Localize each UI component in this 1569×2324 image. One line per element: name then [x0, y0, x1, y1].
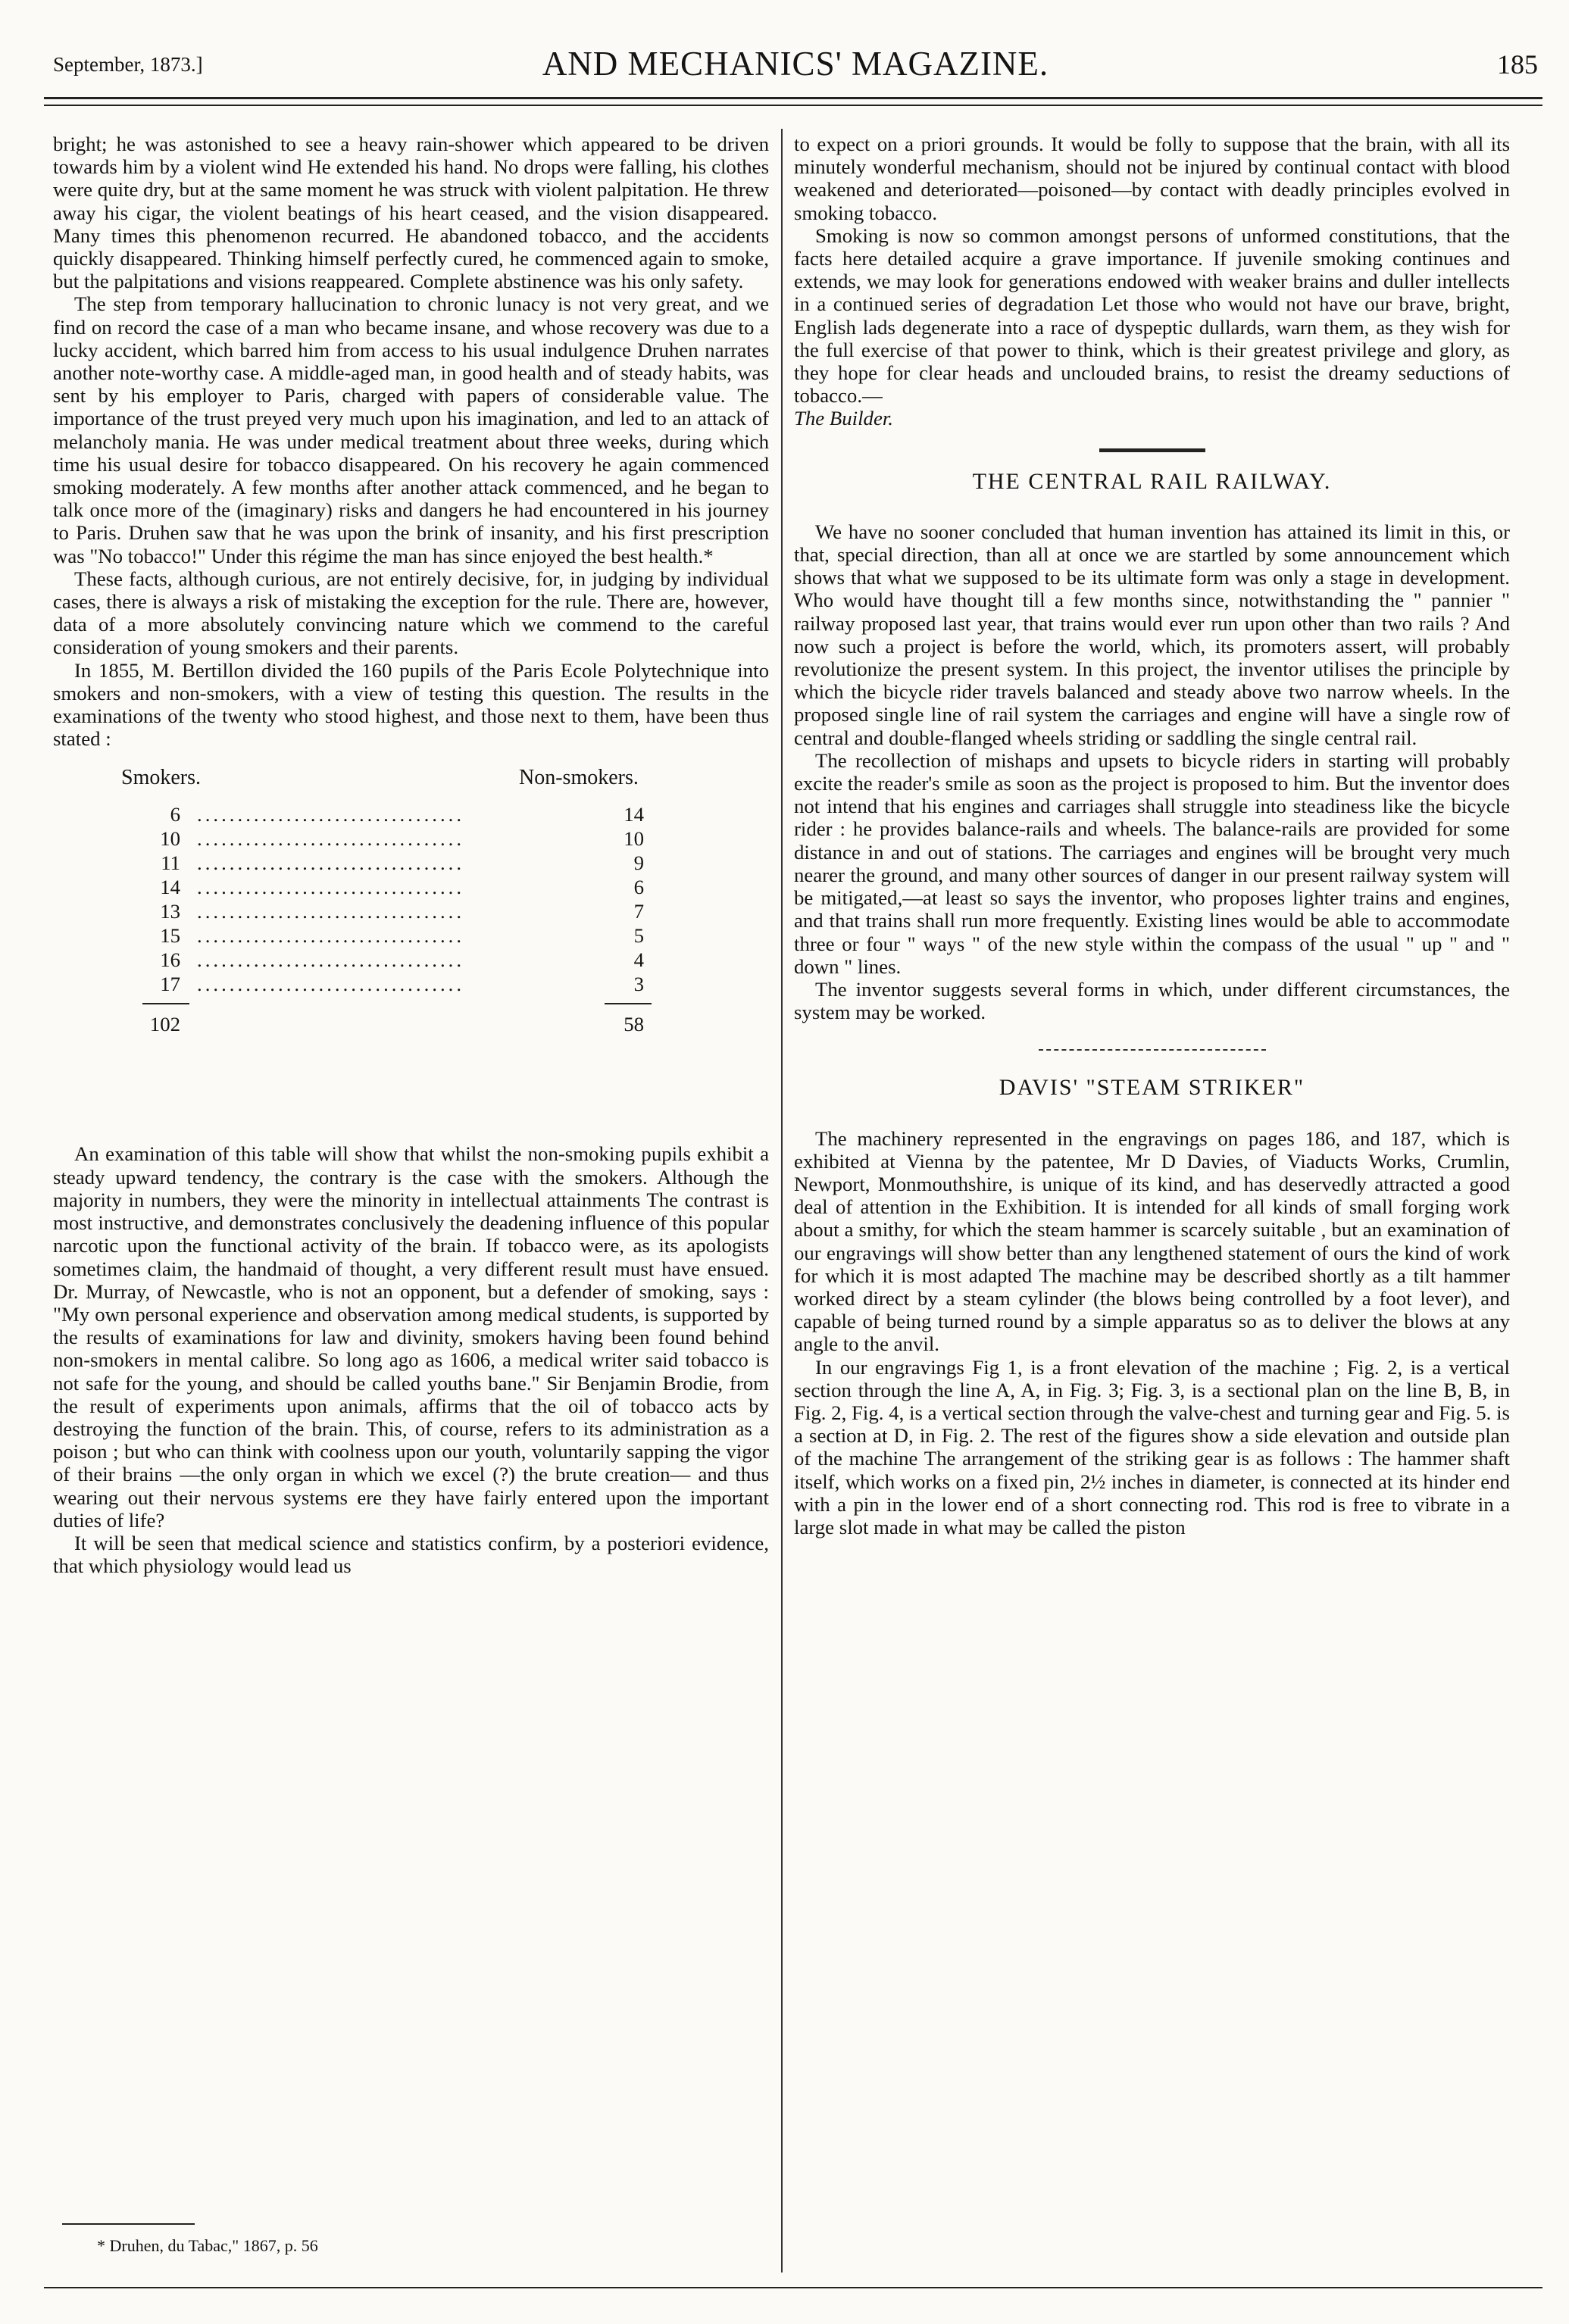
header-date: September, 1873.] — [53, 53, 203, 76]
smokers-table — [53, 767, 769, 1123]
smokers-value: 11 — [161, 851, 180, 875]
table-row — [53, 803, 769, 827]
paragraph: We have no sooner concluded that human invention has attained its limit in this, or that, special direction, than all at once we are startled by some announcement which shows that what we supposed to be its ultimate form was only a stage in development. Who would have thought till a few months since, notwithstanding the " pannier " railway proposed last year, that trains would ever run upon other than two rails ? And now such a project is before the world, which, its promoters assert, will probably revolutionize the present system. In this project, the inventor utilises the principle by which the bicycle rider travels balanced and steady above two narrow wheels. In the proposed single line of rail system the carriages and engine will have a single row of central and double-flanged wheels striding or saddling the single central rail. — [794, 520, 1510, 749]
smokers-value: 17 — [160, 973, 180, 996]
leader-dots: ................................. — [197, 924, 465, 948]
non-smokers-value: 3 — [633, 973, 644, 996]
smokers-value: 10 — [160, 827, 180, 851]
page-number: 185 — [1497, 49, 1538, 80]
non-smokers-value: 6 — [633, 876, 644, 899]
paragraph: Smoking is now so common amongst persons of unformed constitutions, that the facts here detailed acquire a grave importance. If juvenile smoking continues and extends, we may look for generations endowed with weaker brains and duller intellects in a continued series of degradation Let those who would not have our brave, bright, English lads degenerate into a race of dyspeptic dullards, warn them, as they wish for the full exercise of that power to think, which is their greatest privilege and glory, as they hope for clear heads and unclouded brains, to resist the dreamy seductions of tobacco.— — [794, 223, 1510, 408]
paragraph: The machinery represented in the engravings on pages 186, and 187, which is exhibited at Vienna by the patentee, Mr D Davies, of Viaducts Works, Crumlin, Newport, Monmouthshire, is unique of its kind, and has deservedly attracted a good deal of attention in the Exhibition. It is intended for all kinds of small forging work about a smithy, for which the steam hammer is scarcely suitable , but an examination of our engravings will show better than any lengthened statement of ours the kind of work for which it is most adapted The machine may be described shortly as a tilt hammer worked direct by a steam cylinder (the blows being controlled by a foot lever), and capable of being turned round by a simple apparatus so as to deliver the blows at any angle to the anvil. — [794, 1126, 1510, 1356]
table-row — [53, 876, 769, 900]
paragraph: These facts, although curious, are not entirely decisive, for, in judging by individual cases, there is always a risk of mistaking the exception for the rule. There are, however, data of a more absolutely convincing nature which we commend to the careful consideration of young smokers and their parents. — [53, 567, 769, 659]
table-row — [53, 924, 769, 948]
table-row — [53, 948, 769, 973]
table-row — [53, 900, 769, 924]
smokers-total: 102 — [149, 1013, 180, 1036]
page-header — [53, 44, 1538, 89]
table-header-non-smokers: Non-smokers. — [519, 766, 639, 790]
attribution: The Builder. — [794, 407, 894, 430]
total-rule — [605, 1003, 652, 1004]
paragraph: The inventor suggests several forms in which, under different circumstances, the system may be worked. — [794, 977, 1510, 1024]
table-row — [53, 851, 769, 876]
leader-dots: ................................. — [197, 973, 465, 996]
smokers-value: 6 — [170, 803, 180, 826]
paragraph: In 1855, M. Bertillon divided the 160 pupils of the Paris Ecole Polytechnique into smokers and non-smokers, with a view of testing this question. The results in the examinations of the twenty who stood highest, and those next to them, have been thus stated : — [53, 658, 769, 751]
paragraph: to expect on a priori grounds. It would be folly to suppose that the brain, with all its minutely wonderful mechanism, should not be injured by continual contact with blood weakened and deteriorated—poisoned—by contact with deadly principles evolved in smoking tobacco. — [794, 133, 1510, 224]
article-heading: THE CENTRAL RAIL RAILWAY. — [972, 468, 1332, 494]
non-smokers-value: 5 — [633, 924, 644, 948]
paragraph: It will be seen that medical science and statistics confirm, by a posteriori evidence, that which physiology would lead us — [53, 1531, 769, 1578]
non-smokers-value: 14 — [624, 803, 644, 826]
non-smokers-value: 4 — [633, 948, 644, 972]
paragraph: An examination of this table will show that whilst the non-smoking pupils exhibit a steady upward tendency, the contrary is the case with the smokers. Although the majority in numbers, they were the minority in intellectual attainments The contrast is most instructive, and demonstrates conclusively the deadening influence of this popular narcotic upon the functional activity of the brain. If tobacco were, as its apologists sometimes claim, the handmaid of thought, a very different result must have ensued. Dr. Murray, of Newcastle, who is not an opponent, but a defender of smoking, says : "My own personal experience and observation among medical students, is supported by the results of examinations for law and divinity, smokers having been found behind non-smokers in mental calibre. So long ago as 1606, a medical writer said tobacco is not safe for the young, and should be called youths bane." Sir Benjamin Brodie, from the result of experiments upon animals, affirms that the oil of tobacco acts by destroying the function of the brain. This, of course, refers to its administration as a poison ; but who can think with coolness upon our youth, voluntarily sapping the vigor of their brains —the only organ in which we excel (?) the brute creation— and thus wearing out their nervous systems ere they have fairly entered upon the important duties of life? — [53, 1142, 769, 1532]
paragraph: In our engravings Fig 1, is a front elevation of the machine ; Fig. 2, is a vertical section through the line A, A, in Fig. 3; Fig. 3, is a sectional plan on the line B, B, in Fig. 2, Fig. 4, is a vertical section through the valve-chest and turning gear and Fig. 5. is a section at D, in Fig. 2. The rest of the figures show a side elevation and outside plan of the machine The arrangement of the striking gear is as follows : The hammer shaft itself, which works on a fixed pin, 2½ inches in diameter, is connected at its hinder end with a pin in the lower end of a short connecting rod. This rod is free to vibrate in a large slot made in what may be called the piston — [794, 1355, 1510, 1538]
right-column — [794, 133, 1510, 1538]
section-rule — [1099, 448, 1205, 452]
journal-title: AND MECHANICS' MAGAZINE. — [542, 45, 1049, 83]
leader-dots: ................................. — [197, 900, 465, 923]
smokers-value: 13 — [160, 900, 180, 923]
paragraph: The recollection of mishaps and upsets to bicycle riders in starting will probably excite the reader's smile as soon as the project is proposed to him. But the inventor does not intend that his engines and carriages shall struggle into steadiness like the bicycle rider : he provides balance-rails and wheels. The balance-rails are provided for some distance in and out of stations. The carriages and engines will be brought very much nearer the ground, and many other sources of danger in our present railway system will be mitigated,—at least so says the inventor, who proposes lighter trains and engines, and that trains shall run more frequently. Existing lines would be able to accommodate three or four " ways " of the new style within the compass of the usual " up " and " down " lines. — [794, 748, 1510, 978]
leader-dots: ................................. — [197, 948, 465, 972]
paragraph: bright; he was astonished to see a heavy rain-shower which appeared to be driven towards him by a violent wind He extended his hand. No drops were falling, his clothes were quite dry, but at the same moment he was struck with violent palpitation. He threw away his cigar, the violent beatings of his heart ceased, and the vision disappeared. Many times this phenomenon recurred. He abandoned tobacco, and the accidents quickly disappeared. Thinking himself perfectly cured, he commenced again to smoke, but the palpitations and visions reappeared. Complete abstinence was his only safety. — [53, 133, 769, 293]
smokers-value: 15 — [160, 924, 180, 948]
leader-dots: ................................. — [197, 876, 465, 899]
section-rule — [1039, 1049, 1266, 1051]
table-row — [53, 973, 769, 997]
left-column — [53, 133, 769, 1577]
leader-dots: ................................. — [197, 827, 465, 851]
footnote-rule — [62, 2223, 195, 2225]
paragraph: The step from temporary hallucination to chronic lunacy is not very great, and we find on record the case of a man who became insane, and whose recovery was due to a lucky accident, which barred him from access to his usual indulgence Druhen narrates another note-worthy case. A middle-aged man, in good health and of steady habits, was sent by his employer to Paris, charged with papers of considerable value. The importance of the trust preyed very much upon his imagination, and led to an attack of melancholy mania. He was under medical treatment about three weeks, during which time his usual desire for tobacco disappeared. On his recovery he again commenced smoking moderately. A few months after another attack commenced, and he began to talk once more of the (imaginary) risks and dangers he had encountered in his journey to Paris. Druhen saw that he was upon the brink of insanity, and his first prescription was "No tobacco!" Under this régime the man has since enjoyed the best health.* — [53, 292, 769, 567]
table-rows — [53, 803, 769, 997]
leader-dots: ................................. — [197, 803, 465, 826]
total-rule — [142, 1003, 189, 1004]
table-row — [53, 827, 769, 851]
smokers-value: 16 — [160, 948, 180, 972]
non-smokers-value: 9 — [633, 851, 644, 875]
footnote: * Druhen, du Tabac," 1867, p. 56 — [97, 2236, 318, 2255]
column-divider — [781, 129, 783, 2272]
article-heading: DAVIS' "STEAM STRIKER" — [999, 1075, 1305, 1101]
leader-dots: ................................. — [197, 851, 465, 875]
smokers-value: 14 — [160, 876, 180, 899]
non-smokers-value: 7 — [633, 900, 644, 923]
non-smokers-value: 10 — [624, 827, 644, 851]
table-header-smokers: Smokers. — [121, 766, 201, 790]
non-smokers-total: 58 — [624, 1013, 644, 1036]
